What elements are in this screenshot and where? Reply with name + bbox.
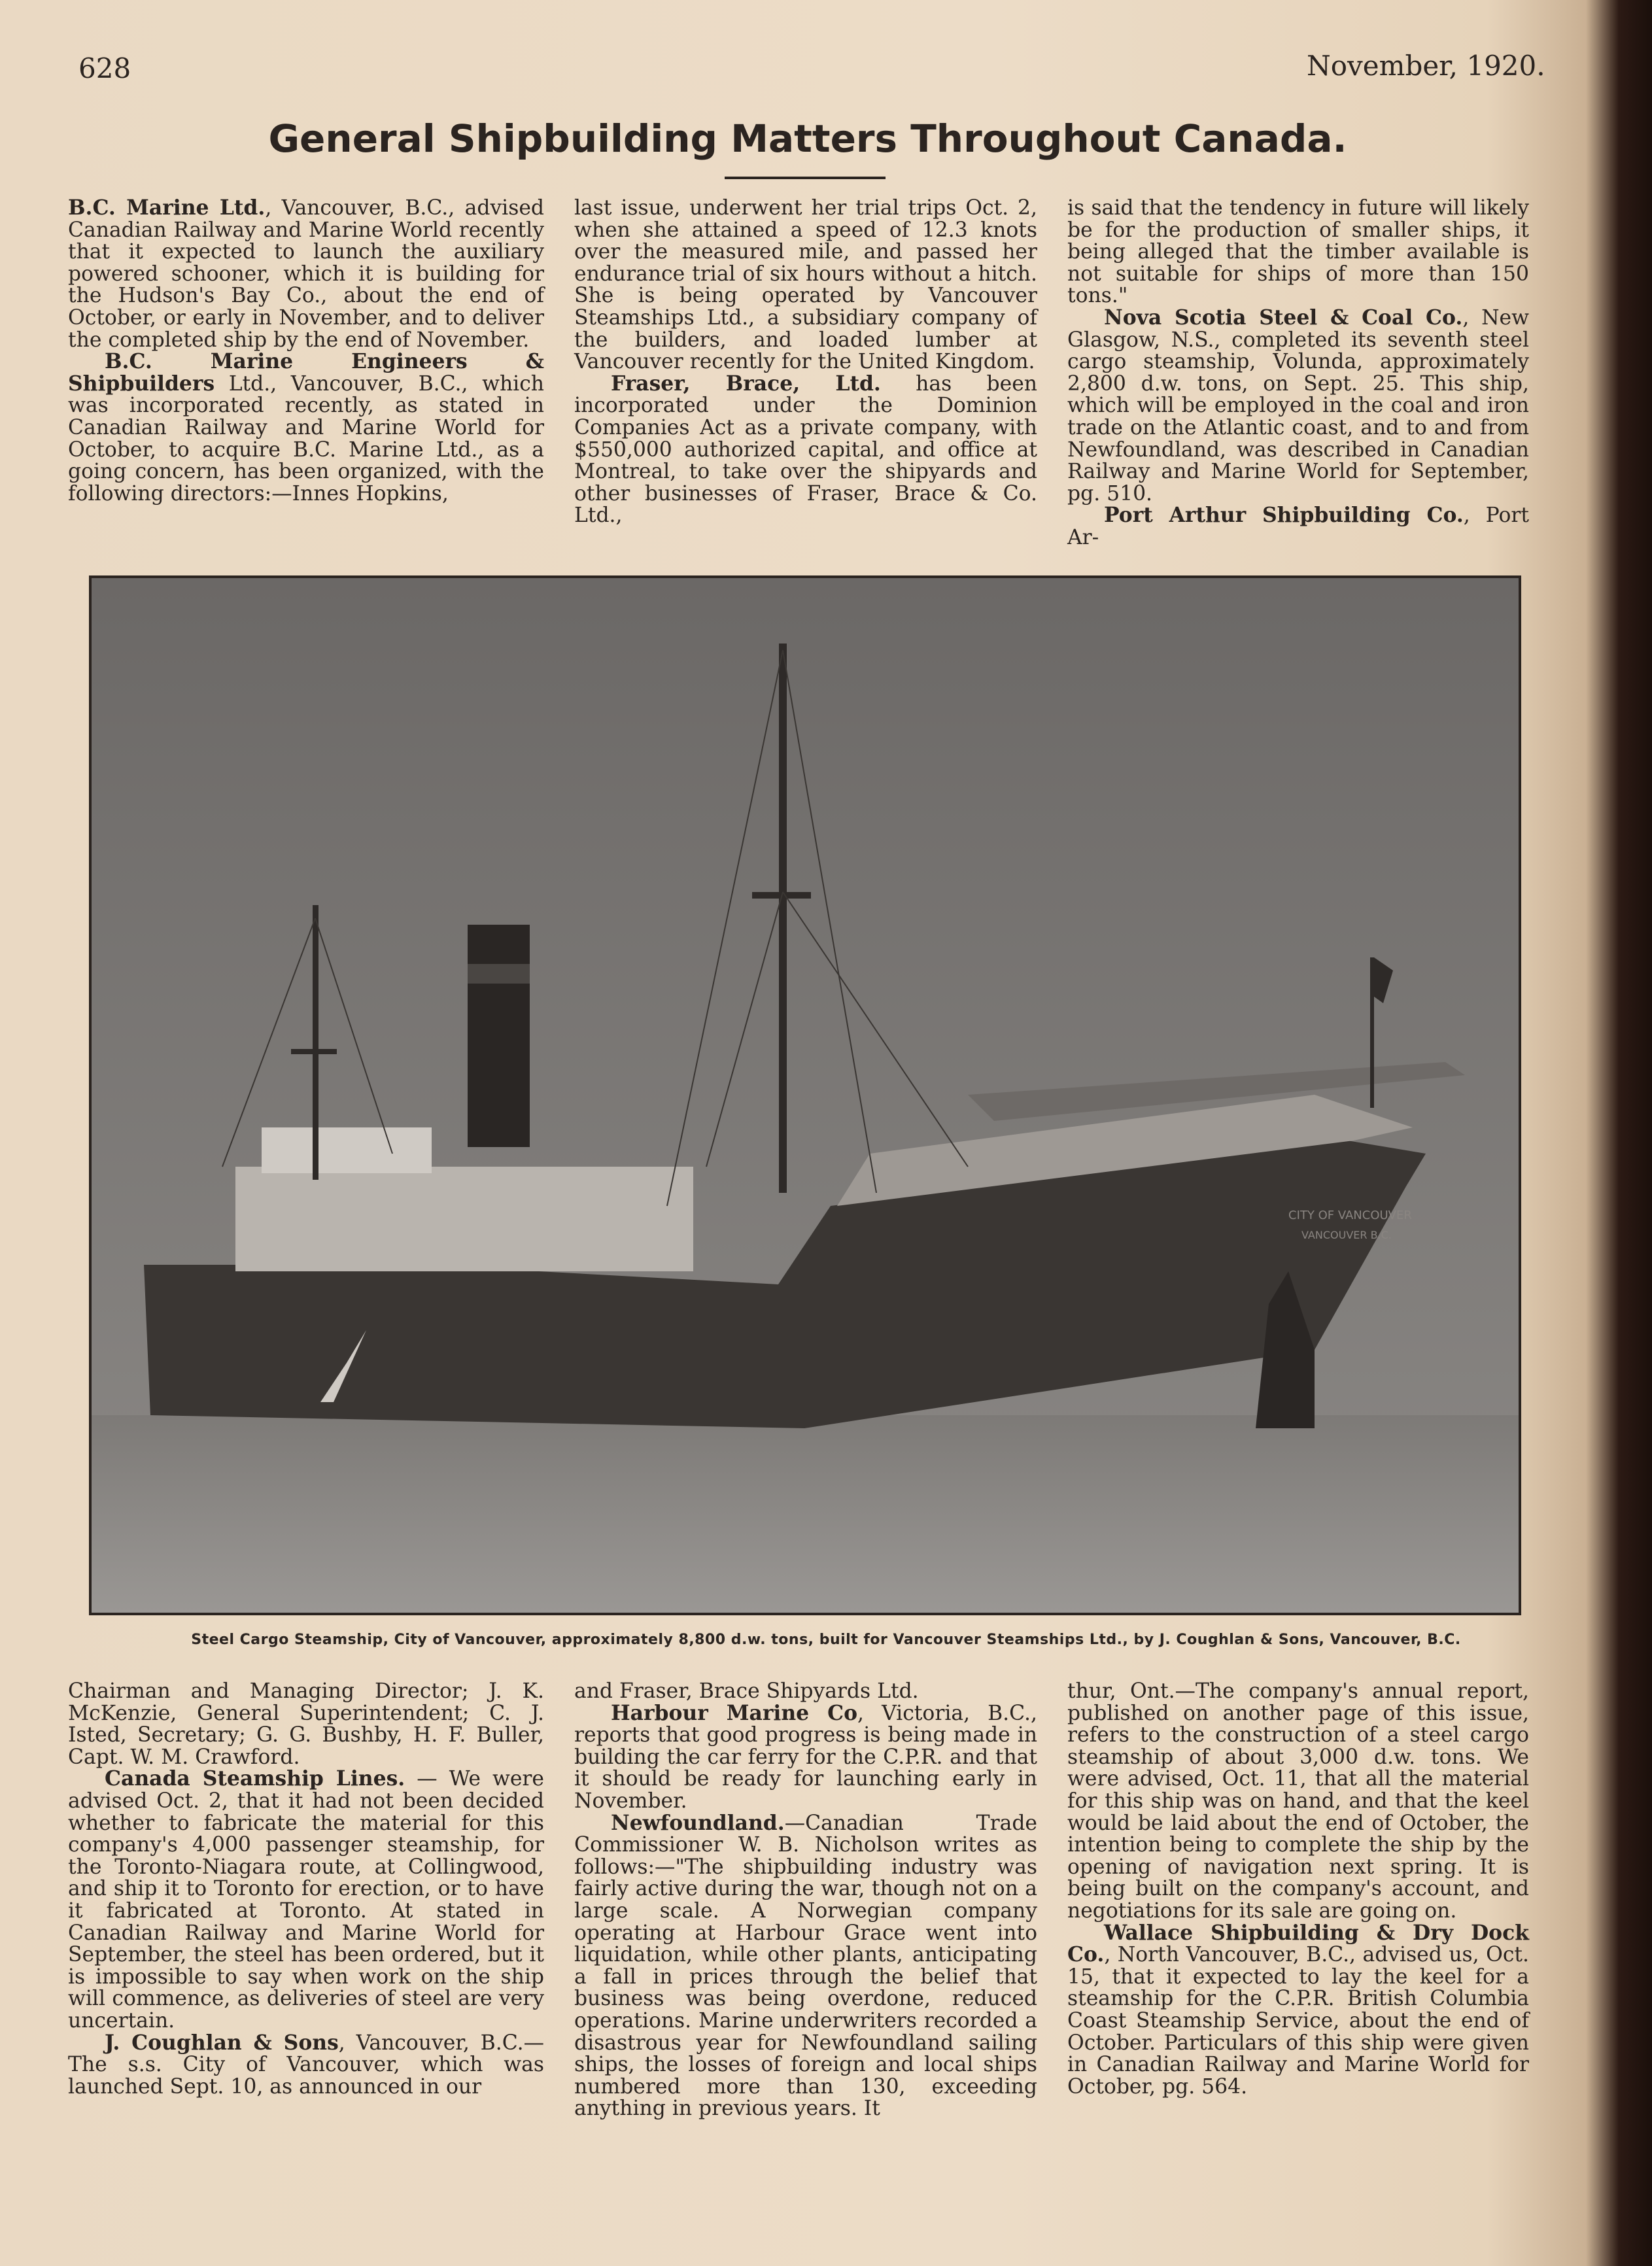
paragraph-text: , Vancouver, B.C.— The s.s. City of Vancouver, which was launched Sept. 10, as announced in our: [68, 2031, 544, 2099]
top-column-1: [68, 197, 544, 505]
issue-date: November, 1920.: [1307, 50, 1545, 82]
paragraph: [1067, 1923, 1529, 2099]
paragraph: [574, 1813, 1037, 2120]
paragraph: [1067, 1681, 1529, 1923]
steamship-illustration: [92, 578, 1519, 1613]
paragraph-text: , Victoria, B.C., reports that good progress is being made in building the car ferry for the C.P.R. and that it should be ready for launching early in November.: [574, 1701, 1038, 1813]
bottom-column-1: [68, 1681, 544, 2098]
paragraph: [68, 2033, 544, 2099]
paragraph: [574, 1681, 1037, 1703]
title-rule: [725, 177, 886, 179]
paragraph: [68, 1768, 544, 2032]
paragraph-lead: Harbour Marine Co: [611, 1701, 858, 1725]
article-title: General Shipbuilding Matters Throughout Canada.: [268, 116, 1347, 161]
bridge-deck: [262, 1127, 432, 1173]
paragraph-text: — We were advised Oct. 2, that it had not been decided whether to fabricate the material for this company's 4,000 passenger steamship, for the Toronto-Niagara route, at Collingwood, and ship it to Toronto for erection, or to have it fabricated at Toronto. At stated in Canadian Railway and Marine World for September, the steel has been ordered, but it is impossible to say when work on the ship will commence, as deliveries of steel are very uncertain.: [68, 1767, 544, 2033]
paragraph-text: —Canadian Trade Commissioner W. B. Nicholson writes as follows:—"The shipbuilding industry was fairly active during the war, though not on a large scale. A Norwegian company operating at Harbour Grace went into liquidation, while other plants, anticipating a fall in prices through the belief that business was being overdone, reduced operations. Marine underwriters recorded a disastrous year for Newfoundland sailing ships, the losses of foreign and local ships numbered more than 130, exceeding anything in previous years. It: [574, 1811, 1037, 2121]
hull-name: CITY OF VANCOUVER: [1288, 1209, 1412, 1222]
paragraph-text: has been incorporated under the Dominion Companies Act as a private company, with $550,000 authorized capital, and office at Montreal, to take over the shipyards and other businesses of Fraser, Brace & Co. Ltd.,: [574, 371, 1038, 528]
paragraph-lead: Wallace Shipbuilding & Dry Dock Co.: [1067, 1921, 1529, 1967]
paragraph: [68, 197, 544, 351]
flagstaff: [1370, 957, 1374, 1108]
photo-caption: Steel Cargo Steamship, City of Vancouver, approximately 8,800 d.w. tons, built for Vancouver Steamships Ltd., by J. Coughlan & Sons, Vancouver, B.C.: [191, 1632, 1461, 1648]
bottom-column-3: [1067, 1681, 1529, 2098]
paragraph: [68, 1681, 544, 1768]
bottom-column-2: [574, 1681, 1037, 2120]
paragraph-lead: Newfoundland.: [611, 1811, 785, 1835]
paragraph-text: last issue, underwent her trial trips Oct. 2, when she attained a speed of 12.3 knots over the measured mile, and passed her endurance trial of six hours without a hitch. She is being operated by Vancouver Steamships Ltd., a subsidiary company of the builders, and loaded lumber at Vancouver recently for the United Kingdom.: [574, 196, 1037, 374]
paragraph: [574, 1703, 1037, 1813]
paragraph-lead: J. Coughlan & Sons: [105, 2031, 339, 2055]
foremast: [779, 644, 787, 1193]
paragraph-text: , North Vancouver, B.C., advised us, Oct. 15, that it expected to lay the keel for a steamship for the C.P.R. British Columbia Coast Steamship Service, about the end of October. Particulars of this ship were given in Canadian Railway and Marine World for October, pg. 564.: [1067, 1943, 1529, 2099]
paragraph-text: , Port Ar-: [1067, 504, 1529, 549]
paragraph: [574, 373, 1037, 527]
paragraph-lead: B.C. Marine Engineers & Shipbuilders: [68, 350, 544, 396]
paragraph-lead: Port Arthur Shipbuilding Co.: [1104, 504, 1464, 528]
paragraph-text: thur, Ont.—The company's annual report, published on another page of this issue, refers to the construction of a steel cargo steamship of about 3,000 d.w. tons. We were advised, Oct. 11, that all the material for this ship was on hand, and that the keel would be laid about the end of October, the intention being to complete the ship by the opening of navigation next spring. It is being built on the company's account, and negotiations for its sale are going on.: [1067, 1679, 1529, 1923]
paragraph-lead: Nova Scotia Steel & Coal Co.: [1104, 305, 1463, 330]
top-column-2: [574, 197, 1037, 527]
top-column-3: [1067, 197, 1529, 549]
paragraph-lead: Canada Steamship Lines.: [105, 1767, 405, 1791]
paragraph: [1067, 307, 1529, 505]
paragraph-text: Ltd., Vancouver, B.C., which was incorporated recently, as stated in Canadian Railway and Marine World for October, to acquire B.C. Marine Ltd., as a going concern, has been organized, with the following directors:—Innes Hopkins,: [68, 371, 544, 506]
paragraph-lead: Fraser, Brace, Ltd.: [611, 371, 881, 396]
paragraph-text: , Vancouver, B.C., advised Canadian Railway and Marine World recently that it expected to launch the auxiliary powered schooner, which it is building for the Hudson's Bay Co., about the end of October, or early in November, and to deliver the completed ship by the end of November.: [68, 196, 544, 352]
paragraph-text: Chairman and Managing Director; J. K. McKenzie, General Superintendent; C. J. Isted, Secretary; G. G. Bushby, H. F. Buller, Capt. W. M. Crawford.: [68, 1679, 544, 1769]
paragraph: [1067, 197, 1529, 307]
water: [92, 1415, 1519, 1613]
paragraph-lead: B.C. Marine Ltd.: [68, 196, 266, 220]
paragraph-text: and Fraser, Brace Shipyards Ltd.: [574, 1679, 919, 1703]
paragraph-text: is said that the tendency in future will likely be for the production of smaller ships, it being alleged that the timber available is not suitable for ships of more than 150 tons.": [1067, 196, 1529, 308]
superstructure: [235, 1167, 693, 1271]
paragraph: [1067, 505, 1529, 549]
funnel: [468, 925, 530, 1147]
page-number: 628: [78, 52, 131, 84]
ship-photograph: [89, 575, 1521, 1615]
paragraph-text: , New Glasgow, N.S., completed its seventh steel cargo steamship, Volunda, approximately 2,800 d.w. tons, on Sept. 25. This ship, which will be employed in the coal and iron trade on the Atlantic coast, and to and from Newfoundland, was described in Canadian Railway and Marine World for September, pg. 510.: [1067, 305, 1530, 506]
mainmast: [313, 905, 318, 1180]
paragraph: [574, 197, 1037, 373]
paragraph: [68, 351, 544, 505]
hull-port: VANCOUVER B.C.: [1301, 1229, 1392, 1241]
